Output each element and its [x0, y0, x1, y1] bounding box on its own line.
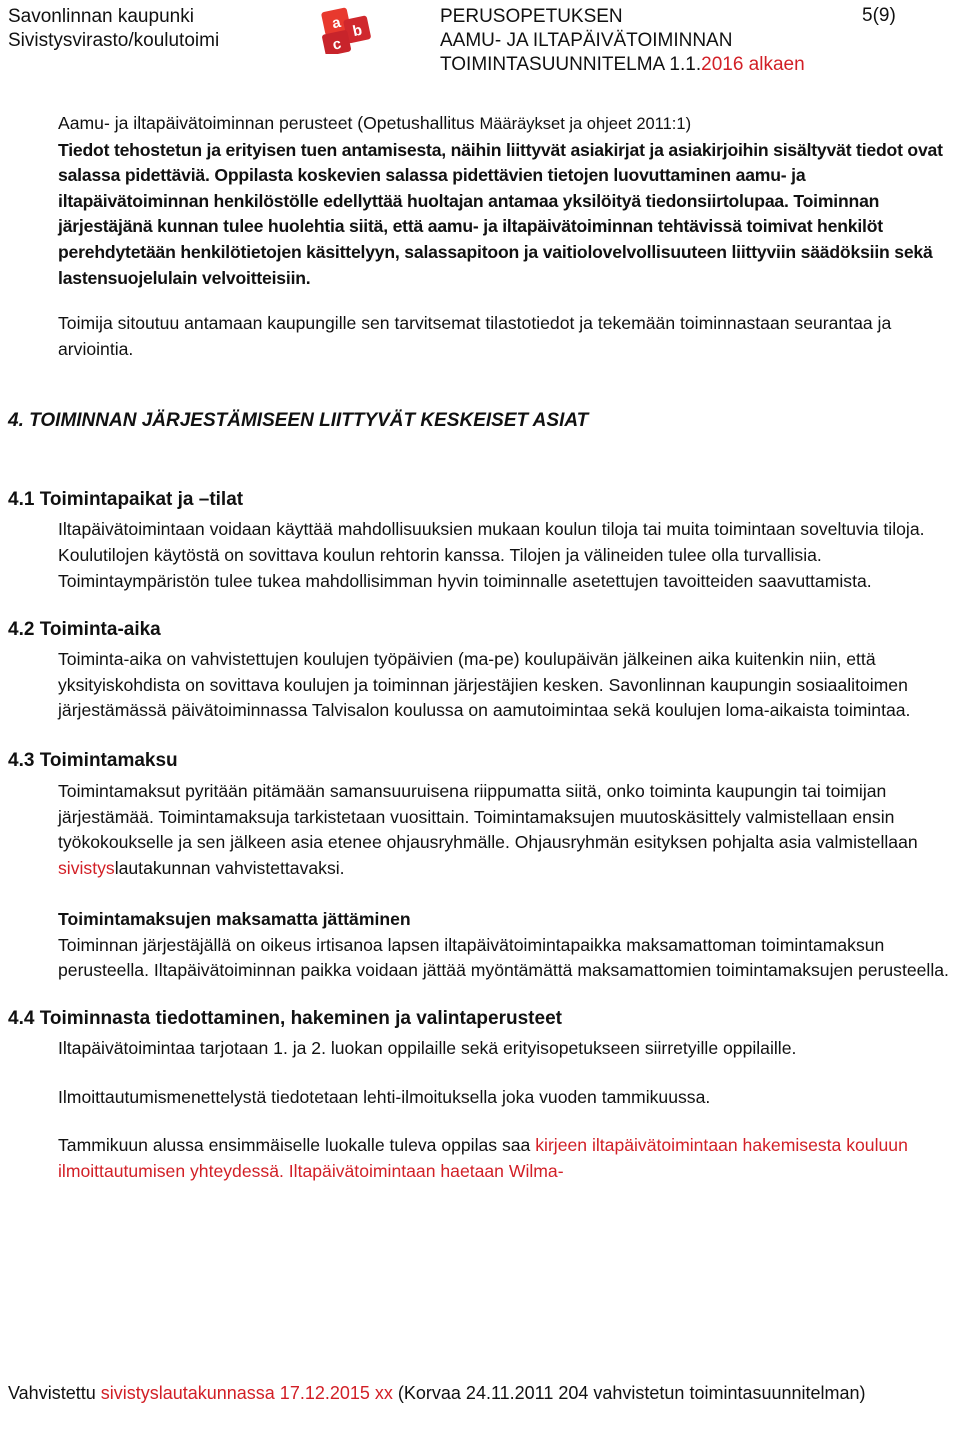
- section-4-4-para2: Ilmoittautumismenettelystä tiedotetaan lehti-ilmoituksella joka vuoden tammikuussa.: [58, 1086, 711, 1107]
- doc-title-line3: TOIMINTASUUNNITELMA 1.1.2016 alkaen: [440, 54, 805, 75]
- logo-blocks-icon: [315, 6, 375, 54]
- doc-title-line1: PERUSOPETUKSEN: [440, 6, 623, 27]
- section-4-1-text: Iltapäivätoimintaan voidaan käyttää mahdollisuuksien mukaan koulun tiloja tai muita toimintaan soveltuvia tiloja. Koulutilojen käytöstä on sovittava koulun rehtorin kanssa. Tilojen ja välineiden tulee olla turvallisia. Toimintaympäristön tulee tukea mahdollisimman hyvin toiminnalle asetettujen tavoitteiden saavuttamista.: [58, 519, 925, 591]
- doc-title-date: 2016 alkaen: [701, 54, 805, 75]
- section-4-4-para1: Iltapäivätoimintaa tarjotaan 1. ja 2. luokan oppilaille sekä erityisopetukseen siirretyille oppilaille.: [58, 1038, 797, 1059]
- page-number: 5(9): [862, 5, 896, 26]
- header-organization: [8, 5, 219, 53]
- document-body: [8, 111, 952, 1184]
- svg-text:a: a: [330, 13, 343, 33]
- org-department: Sivistysvirasto/koulutoimi: [8, 30, 220, 51]
- page-footer: Vahvistettu sivistyslautakunnassa 17.12.2015 xx (Korvaa 24.11.2011 204 vahvistetun toimintasuunnitelman): [8, 1383, 866, 1403]
- section-4-3-heading: 4.3 Toimintamaksu: [8, 749, 178, 771]
- reporting-paragraph: Toimija sitoutuu antamaan kaupungille sen tarvitsemat tilastotiedot ja tekemään toiminnastaan seurantaa ja arviointia.: [58, 313, 892, 359]
- org-name: Savonlinnan kaupunki: [8, 6, 194, 27]
- section-4-4-heading: 4.4 Toiminnasta tiedottaminen, hakeminen ja valintaperusteet: [8, 1008, 562, 1030]
- svg-text:b: b: [351, 21, 364, 41]
- section-4-1-heading: 4.1 Toimintapaikat ja –tilat: [8, 489, 244, 511]
- unpaid-fees-text: Toiminnan järjestäjällä on oikeus irtisanoa lapsen iltapäivätoimintapaikka maksamattoman toimintamaksun perusteella. Iltapäivätoiminnan paikka voidaan jättää myöntämättä maksamattomien toimintamaksujen perusteella.: [58, 934, 949, 981]
- confidentiality-text: Tiedot tehostetun ja erityisen tuen antamisesta, näihin liittyvät asiakirjat ja asiakirjoihin sisältyvät tiedot ovat salassa pidettäviä. Oppilasta koskevien salassa pidettävien tietojen luovuttaminen aamu- ja iltapäivätoiminnan henkilöstölle edellyttää huoltajan antamaa yksilöityä tiedonsiirtolupaa. Toiminnan järjestäjänä kunnan tulee huolehtia siitä, että aamu- ja iltapäivätoiminnan tehtävissä toimivat henkilöt perehdytetään henkilötietojen käsittelyyn, salassapitoon ja vaitiolovelvollisuuteen liittyviin säädöksiin sekä lastensuojelulain velvoitteisiin.: [58, 139, 943, 288]
- doc-title-line2: AAMU- JA ILTAPÄIVÄTOIMINNAN: [440, 30, 733, 51]
- unpaid-fees-heading: Toimintamaksujen maksamatta jättäminen: [58, 909, 411, 930]
- section-4-3-text: Toimintamaksut pyritään pitämään samansuuruisena riippumatta siitä, onko toiminta kaupungin tai toimijan järjestämää. Toimintamaksuja tarkistetaan vuosittain. Toimintamaksujen muutoskäsittely valmistellaan ensin työkokoukselle ja sen jälkeen asia etenee ohjausryhmälle. Ohjausryhmän esityksen pohjalta asia valmistellaan sivistyslautakunnan vahvistettavaksi.: [58, 780, 918, 878]
- intro-paragraph: Aamu- ja iltapäivätoiminnan perusteet (Opetushallitus Määräykset ja ohjeet 2011:1) Tiedot tehostetun ja erityisen tuen antamisesta, näihin liittyvät asiakirjat ja asiakirjoihin sisältyvät tiedot ovat salassa pidettäviä. Oppilasta koskevien salassa pidettävien tietojen luovuttaminen aamu- ja iltapäivätoiminnan henkilöstölle edellyttää huoltajan antamaa yksilöityä tiedonsiirtolupaa. Toiminnan järjestäjänä kunnan tulee huolehtia siitä, että aamu- ja iltapäivätoiminnan tehtävissä toimivat henkilöt perehdytetään henkilötietojen käsittelyyn, salassapitoon ja vaitiolovelvollisuuteen liittyviin säädöksiin sekä lastensuojelulain velvoitteisiin.: [58, 113, 943, 288]
- section-4-title: 4. TOIMINNAN JÄRJESTÄMISEEN LIITTYVÄT KESKEISET ASIAT: [8, 410, 589, 432]
- section-4-2-heading: 4.2 Toiminta-aika: [8, 619, 161, 641]
- header-document-title: [440, 5, 900, 77]
- section-4-4-para3: Tammikuun alussa ensimmäiselle luokalle tuleva oppilas saa kirjeen iltapäivätoimintaan hakemisesta kouluun ilmoittautumisen yhteydessä. Iltapäivätoimintaan haetaan Wilma-: [58, 1135, 908, 1181]
- svg-text:c: c: [330, 35, 343, 54]
- footer-approval-date: sivistyslautakunnassa 17.12.2015 xx: [100, 1383, 393, 1403]
- section-4-2-text: Toiminta-aika on vahvistettujen koulujen työpäivien (ma-pe) koulupäivän jälkeinen aika kuitenkin niin, että yksityiskohdista on sovittava koulujen ja toiminnan järjestäjien kesken. Savonlinnan kaupungin sosiaalitoimen järjestämässä päivätoiminnassa Talvisalon koulussa on aamutoimintaa sekä koulujen loma-aikaista toimintaa.: [58, 649, 911, 721]
